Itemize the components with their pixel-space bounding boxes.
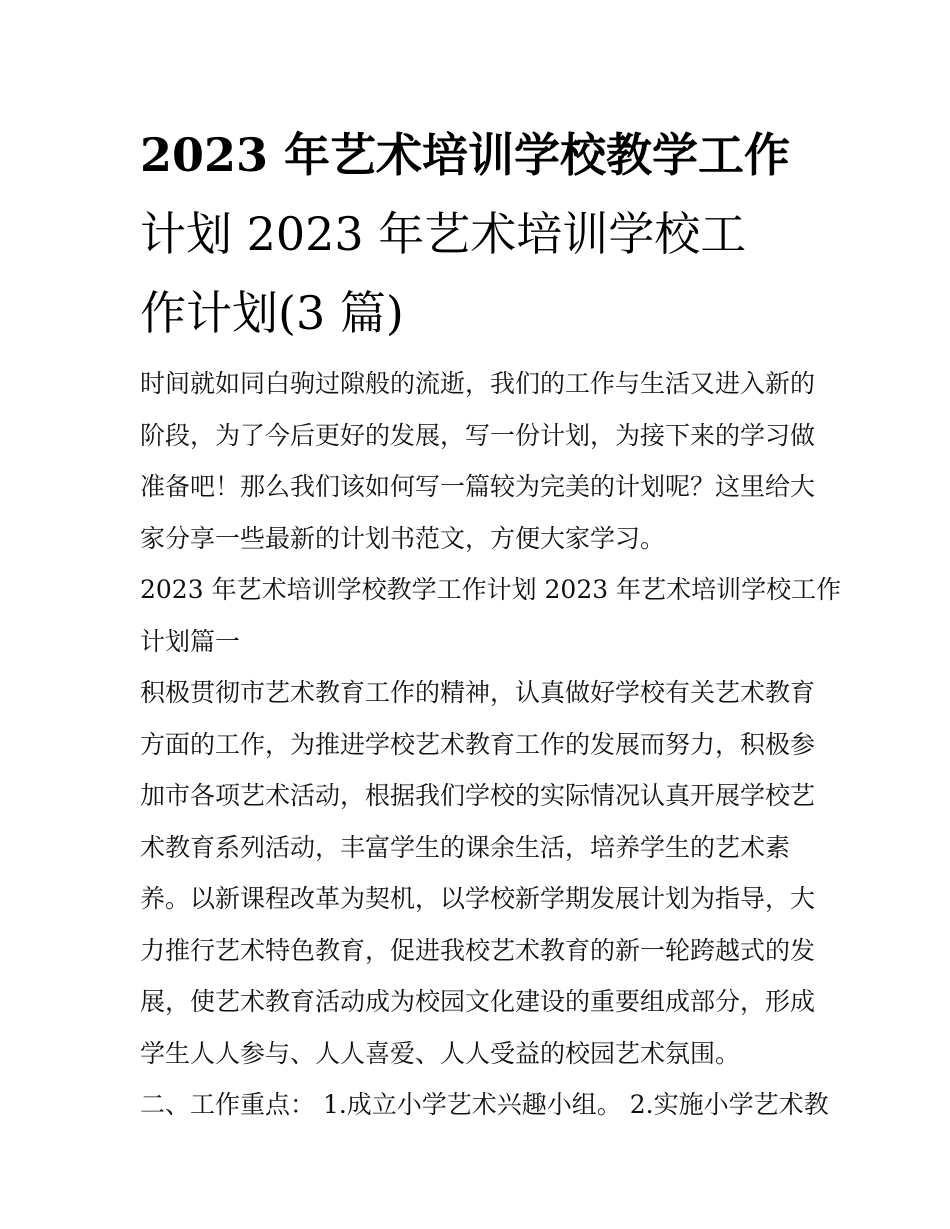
body-paragraph [140,667,820,1079]
body-line: 方面的工作，为推进学校艺术教育工作的发展而努力，积极参 [140,729,816,759]
body-line: 展，使艺术教育活动成为校园文化建设的重要组成部分，形成 [140,987,816,1016]
body-line: 学生人人参与、人人喜爱、人人受益的校园艺术氛围。 [140,1038,741,1068]
intro-paragraph [140,358,820,564]
focus-paragraph [140,1079,829,1131]
section-heading-line: 计划篇一 [140,626,241,656]
title-line-3: 作计划(3 篇) [140,286,404,340]
title-line-2: 计划 2023 年艺术培训学校工 [140,207,747,261]
intro-line: 准备吧！那么我们该如何写一篇较为完美的计划呢？这里给大 [140,472,816,501]
intro-line: 时间就如同白驹过隙般的流逝，我们的工作与生活又进入新的 [140,369,816,398]
document-title [140,116,820,353]
section-heading [140,564,842,667]
body-line: 术教育系列活动，丰富学生的课余生活，培养学生的艺术素 [140,832,791,862]
intro-line: 家分享一些最新的计划书范文，方便大家学习。 [140,523,666,553]
body-line: 积极贯彻市艺术教育工作的精神，认真做好学校有关艺术教育 [140,678,816,707]
intro-line: 阶段，为了今后更好的发展，写一份计划，为接下来的学习做 [140,420,816,450]
focus-line: 二、工作重点： 1.成立小学艺术兴趣小组。 2.实施小学艺术教 [140,1090,829,1119]
body-line: 养。以新课程改革为契机，以学校新学期发展计划为指导，大 [140,884,816,913]
body-line: 加市各项艺术活动，根据我们学校的实际情况认真开展学校艺 [140,781,816,810]
document-body [140,358,842,1131]
section-heading-line: 2023 年艺术培训学校教学工作计划 2023 年艺术培训学校工作 [140,575,842,604]
title-line-1: 2023 年艺术培训学校教学工作 [140,128,791,182]
body-line: 力推行艺术特色教育，促进我校艺术教育的新一轮跨越式的发 [140,935,816,965]
